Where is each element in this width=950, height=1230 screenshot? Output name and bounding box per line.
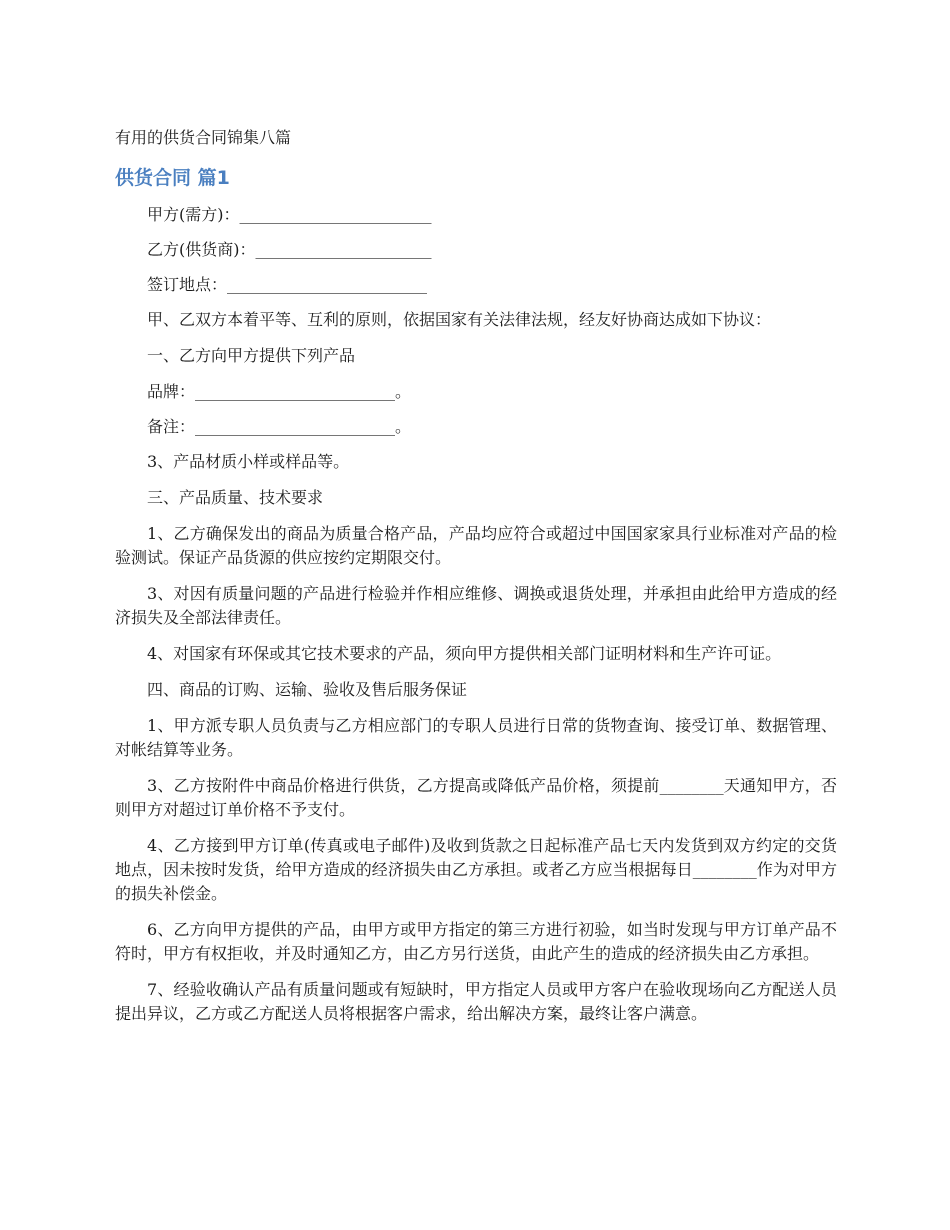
section-heading: 供货合同 篇1 (115, 167, 230, 189)
paragraph: 3、产品材质小样或样品等。 (147, 452, 350, 471)
paragraph: 6、乙方向甲方提供的产品，由甲方或甲方指定的第三方进行初验，如当时发现与甲方订单产品不符时，甲方有权拒收，并及时通知乙方，由乙方另行送货，由此产生的造成的经济损失由乙方承担。 (115, 920, 837, 963)
paragraph: 4、乙方接到甲方订单(传真或电子邮件)及收到货款之日起标准产品七天内发货到双方约定的交货地点，因未按时发货，给甲方造成的经济损失由乙方承担。或者乙方应当根据每日________作为对甲方的损失补偿金。 (115, 836, 837, 903)
paragraph: 甲、乙双方本着平等、互利的原则，依据国家有关法律法规，经友好协商达成如下协议： (147, 310, 772, 329)
signing-place-field: 签订地点：_________________________ (147, 275, 428, 294)
paragraph: 1、甲方派专职人员负责与乙方相应部门的专职人员进行日常的货物查询、接受订单、数据管理、对帐结算等业务。 (115, 716, 837, 759)
clause-heading: 三、产品质量、技术要求 (147, 488, 324, 507)
paragraph: 3、乙方按附件中商品价格进行供货，乙方提高或降低产品价格，须提前________天通知甲方，否则甲方对超过订单价格不予支付。 (115, 776, 837, 819)
document-body (115, 203, 837, 1038)
paragraph: 1、乙方确保发出的商品为质量合格产品，产品均应符合或超过中国国家家具行业标准对产品的检验测试。保证产品货源的供应按约定期限交付。 (115, 524, 837, 567)
remark-field: 备注：_________________________。 (147, 417, 412, 436)
brand-field: 品牌：_________________________。 (147, 382, 412, 401)
party-a-field: 甲方(需方)：________________________ (147, 205, 432, 224)
party-b-field: 乙方(供货商)：______________________ (147, 240, 432, 259)
clause-heading: 一、乙方向甲方提供下列产品 (147, 346, 356, 365)
paragraph: 4、对国家有环保或其它技术要求的产品，须向甲方提供相关部门证明材料和生产许可证。 (147, 644, 782, 663)
clause-heading: 四、商品的订购、运输、验收及售后服务保证 (147, 680, 468, 699)
document-title: 有用的供货合同锦集八篇 (115, 128, 292, 147)
paragraph: 3、对因有质量问题的产品进行检验并作相应维修、调换或退货处理，并承担由此给甲方造成的经济损失及全部法律责任。 (115, 584, 837, 627)
paragraph: 7、经验收确认产品有质量问题或有短缺时，甲方指定人员或甲方客户在验收现场向乙方配送人员提出异议，乙方或乙方配送人员将根据客户需求，给出解决方案，最终让客户满意。 (115, 980, 837, 1023)
